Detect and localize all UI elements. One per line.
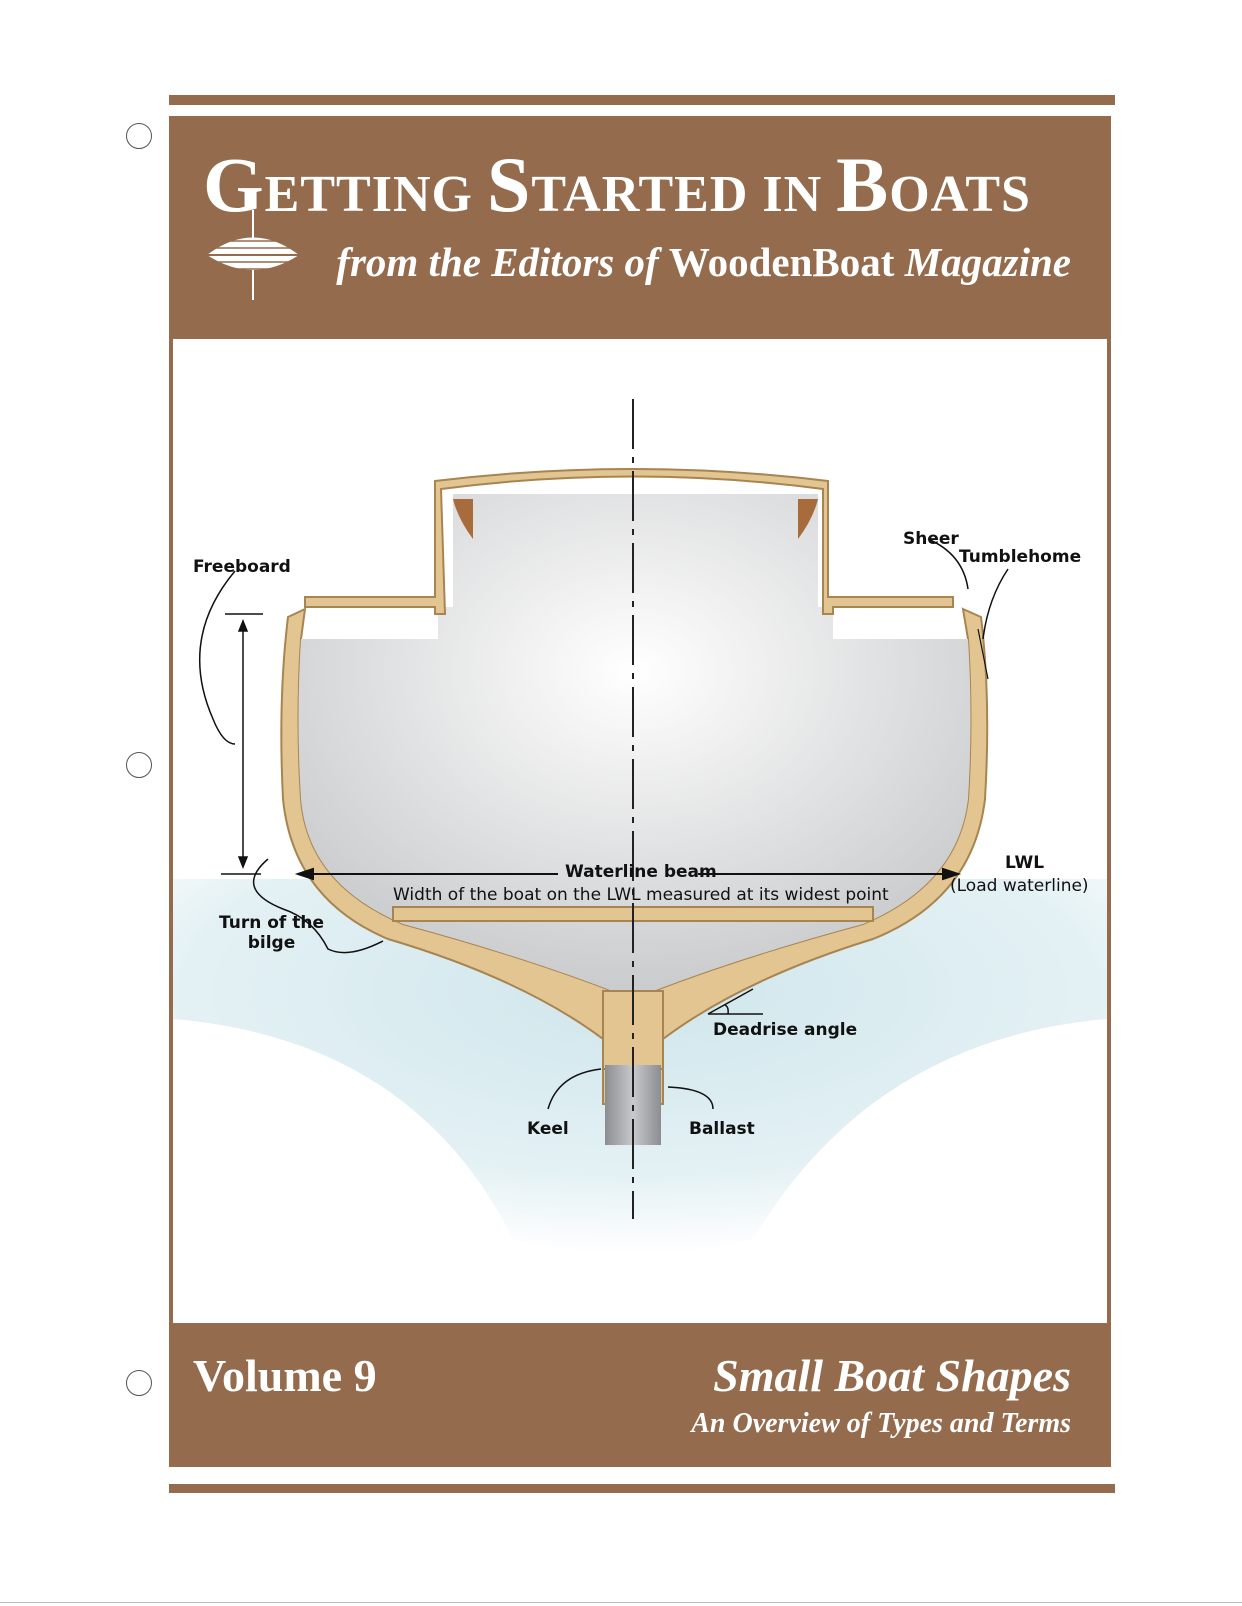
label-lwl: LWL <box>1005 853 1045 873</box>
binder-hole-bottom <box>126 1370 152 1396</box>
boat-logo-icon <box>203 210 303 300</box>
bottom-rule <box>169 1484 1115 1493</box>
binder-hole-middle <box>126 752 152 778</box>
label-deadrise-angle: Deadrise angle <box>713 1020 858 1040</box>
page-subtitle: from the Editors of WoodenBoat Magazine <box>336 239 1071 285</box>
freeboard-dimension <box>200 571 263 874</box>
label-waterline-beam-desc: Width of the boat on the LWL measured at its widest point <box>393 885 889 905</box>
page-edge <box>0 1602 1242 1603</box>
top-rule <box>169 95 1115 105</box>
header-banner <box>169 116 1111 339</box>
hull-section-diagram <box>173 339 1107 1323</box>
page-title: GETTING STARTED IN BOATS <box>203 141 1031 228</box>
label-tumblehome: Tumblehome <box>959 547 1082 567</box>
label-freeboard: Freeboard <box>193 557 291 577</box>
label-waterline-beam: Waterline beam <box>565 862 717 882</box>
label-sheer: Sheer <box>903 529 959 549</box>
footer-banner <box>169 1323 1111 1467</box>
label-turn-of-bilge: Turn of the bilge <box>219 913 324 954</box>
illustration-frame <box>169 339 1111 1323</box>
label-ballast: Ballast <box>689 1119 755 1139</box>
binder-hole-top <box>126 123 152 149</box>
label-keel: Keel <box>527 1119 569 1139</box>
volume-number: Volume 9 <box>193 1350 377 1401</box>
tumblehome-pointer <box>983 569 1008 639</box>
volume-subtitle: An Overview of Types and Terms <box>691 1408 1071 1439</box>
volume-title: Small Boat Shapes <box>713 1350 1071 1401</box>
label-lwl-full: (Load waterline) <box>950 876 1089 896</box>
